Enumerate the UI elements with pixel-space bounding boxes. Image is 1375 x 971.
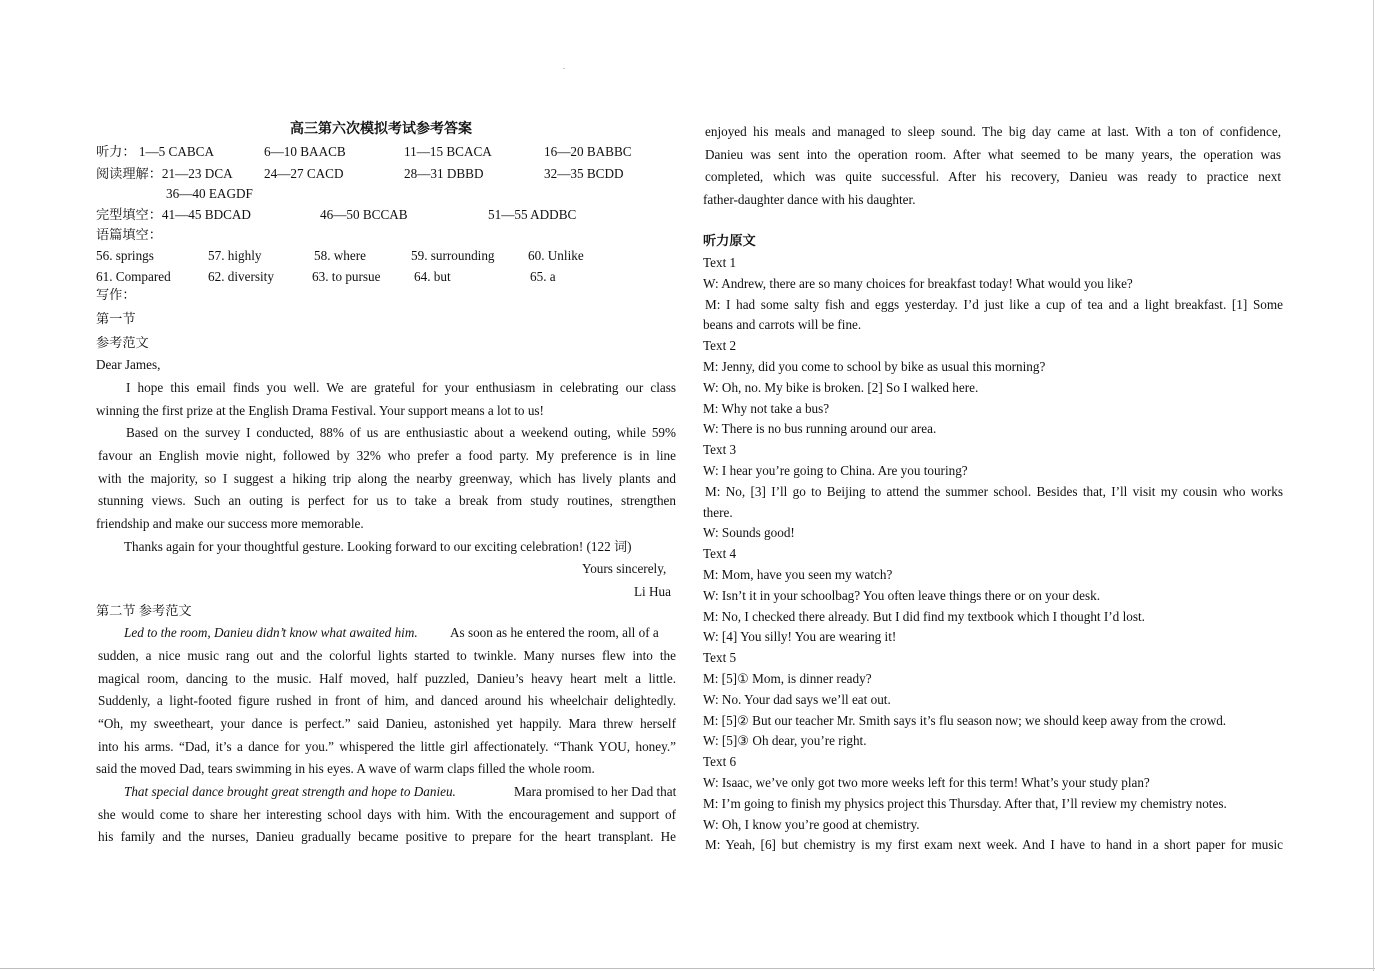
text-line: 64. but — [414, 269, 451, 284]
text-line: 第一节 — [96, 311, 136, 326]
text-line: W: No. Your dad says we’ll eat out. — [703, 692, 891, 707]
text-line: 46—50 BCCAB — [320, 207, 408, 222]
text-line: Suddenly, a light-footed figure rushed in front of him, and danced around his wheelchair delightedly. — [98, 693, 676, 708]
text-line: 听力原文 — [703, 233, 756, 248]
text-line: “Oh, my sweetheart, your dance is perfect.” said Danieu, astonished yet happily. Mara threw herself — [98, 716, 676, 731]
text-line: 28—31 DBBD — [404, 166, 484, 181]
text-line: beans and carrots will be fine. — [703, 317, 862, 332]
page-right-edge — [1373, 0, 1374, 971]
text-line: Thanks again for your thoughtful gesture. Looking forward to our exciting celebration! (122 词) — [124, 539, 632, 554]
text-line: said the moved Dad, tears swimming in his eyes. A wave of warm claps filled the whole room. — [96, 761, 595, 776]
text-line: W: Isaac, we’ve only got two more weeks left for this term! What’s your study plan? — [703, 775, 1150, 790]
italic-text-line: That special dance brought great strength and hope to Danieu. — [124, 784, 456, 799]
text-line: M: No, [3] I’ll go to Beijing to attend the summer school. Besides that, I’ll visit my cousin who works — [705, 484, 1283, 499]
text-line: Text 3 — [703, 442, 737, 457]
italic-text-line: Led to the room, Danieu didn’t know what awaited him. — [124, 625, 418, 640]
text-line: favour an English movie night, followed by 32% who prefer a food party. My preference is in line — [98, 448, 676, 463]
text-line: M: [5]① Mom, is dinner ready? — [703, 671, 872, 686]
text-line: W: [5]③ Oh dear, you’re right. — [703, 733, 867, 748]
text-line: stunning views. Such an outing is perfect for us to take a break from study routines, strengthen — [98, 493, 676, 508]
text-line: 写作： — [96, 287, 136, 302]
text-line: 第二节 参考范文 — [96, 603, 192, 618]
text-line: 58. where — [314, 248, 366, 263]
text-line: W: Isn’t it in your schoolbag? You often leave things there or on your desk. — [703, 588, 1101, 603]
text-line: she would come to share her interesting school days with him. With the encouragement and support of — [98, 807, 676, 822]
text-line: 61. Compared — [96, 269, 171, 284]
text-line: 65. a — [530, 269, 556, 284]
text-line: M: I had some salty fish and eggs yesterday. I’d just like a cup of tea and a light breakfast. [1] Some — [705, 297, 1283, 312]
text-line: friendship and make our success more memorable. — [96, 516, 364, 531]
text-line: W: Sounds good! — [703, 525, 795, 540]
text-line: 语篇填空： — [96, 227, 162, 242]
text-line: 6—10 BAACB — [264, 144, 346, 159]
page-mark: . — [563, 62, 565, 71]
text-line: W: I hear you’re going to China. Are you touring? — [703, 463, 968, 478]
text-line: Li Hua — [634, 584, 671, 599]
page-bottom-edge — [0, 968, 1375, 969]
text-line: Text 4 — [703, 546, 737, 561]
text-line: 36—40 EAGDF — [166, 186, 253, 201]
text-line: 16—20 BABBC — [544, 144, 632, 159]
text-line: Dear James, — [96, 357, 161, 372]
text-line: his family and the nurses, Danieu gradually became positive to prepare for the heart transplant. He — [98, 829, 676, 844]
text-line: M: Jenny, did you come to school by bike as usual this morning? — [703, 359, 1046, 374]
text-line: into his arms. “Dad, it’s a dance for you.” whispered the little girl affectionately. “Thank YOU, honey.” — [98, 739, 676, 754]
text-line: M: I’m going to finish my physics project this Thursday. After that, I’ll review my chemistry notes. — [703, 796, 1227, 811]
text-line: Text 6 — [703, 754, 737, 769]
text-line: with the majority, so I suggest a hiking trip along the nearby greenway, which has lively plants and — [98, 471, 676, 486]
text-line: sudden, a nice music rang out and the colorful lights started to twinkle. Many nurses flew into the — [98, 648, 676, 663]
text-line: 51—55 ADDBC — [488, 207, 577, 222]
text-line: magical room, dancing to the music. Half moved, half puzzled, Danieu’s heavy heart melt a little. — [98, 671, 676, 686]
text-line: 62. diversity — [208, 269, 274, 284]
text-line: father-daughter dance with his daughter. — [703, 192, 916, 207]
text-line: 11—15 BCACA — [404, 144, 492, 159]
text-line: W: Andrew, there are so many choices for breakfast today! What would you like? — [703, 276, 1133, 291]
text-line: 高三第六次模拟考试参考答案 — [290, 122, 472, 137]
text-line: I hope this email finds you well. We are grateful for your enthusiasm in celebrating our class — [126, 380, 676, 395]
text-line: 听力： 1—5 CABCA — [96, 144, 214, 159]
text-line: M: No, I checked there already. But I did find my textbook which I thought I’d lost. — [703, 609, 1145, 624]
text-line: completed, which was quite successful. After his recovery, Danieu was ready to practice next — [705, 169, 1281, 184]
text-line: Based on the survey I conducted, 88% of us are enthusiastic about a weekend outing, while 59% — [126, 425, 676, 440]
text-line: 阅读理解：21—23 DCA — [96, 166, 233, 181]
text-line: Mara promised to her Dad that — [514, 784, 677, 799]
text-line: M: Why not take a bus? — [703, 401, 830, 416]
text-line: 57. highly — [208, 248, 262, 263]
text-line: Text 5 — [703, 650, 737, 665]
text-line: Yours sincerely, — [582, 561, 667, 576]
text-line: 完型填空：41—45 BDCAD — [96, 207, 251, 222]
text-line: As soon as he entered the room, all of a — [450, 625, 659, 640]
text-line: winning the first prize at the English Drama Festival. Your support means a lot to us! — [96, 403, 544, 418]
text-line: M: Yeah, [6] but chemistry is my first exam next week. And I have to hand in a short paper for music — [705, 837, 1283, 852]
text-line: W: There is no bus running around our area. — [703, 421, 937, 436]
text-line: M: [5]② But our teacher Mr. Smith says it’s flu season now; we should keep away from the crowd. — [703, 713, 1227, 728]
text-line: 59. surrounding — [411, 248, 495, 263]
text-line: 60. Unlike — [528, 248, 584, 263]
text-line: Text 1 — [703, 255, 737, 270]
text-line: W: [4] You silly! You are wearing it! — [703, 629, 897, 644]
text-line: 63. to pursue — [312, 269, 381, 284]
text-line: 参考范文 — [96, 335, 149, 350]
text-line: there. — [703, 505, 733, 520]
text-line: 24—27 CACD — [264, 166, 344, 181]
text-line: W: Oh, I know you’re good at chemistry. — [703, 817, 920, 832]
text-line: Danieu was sent into the operation room. After what seemed to be many years, the operation was — [705, 147, 1281, 162]
text-line: 56. springs — [96, 248, 154, 263]
text-line: enjoyed his meals and managed to sleep sound. The big day came at last. With a ton of confidence, — [705, 124, 1281, 139]
text-line: M: Mom, have you seen my watch? — [703, 567, 893, 582]
text-line: W: Oh, no. My bike is broken. [2] So I walked here. — [703, 380, 979, 395]
text-line: 32—35 BCDD — [544, 166, 624, 181]
text-line: Text 2 — [703, 338, 737, 353]
